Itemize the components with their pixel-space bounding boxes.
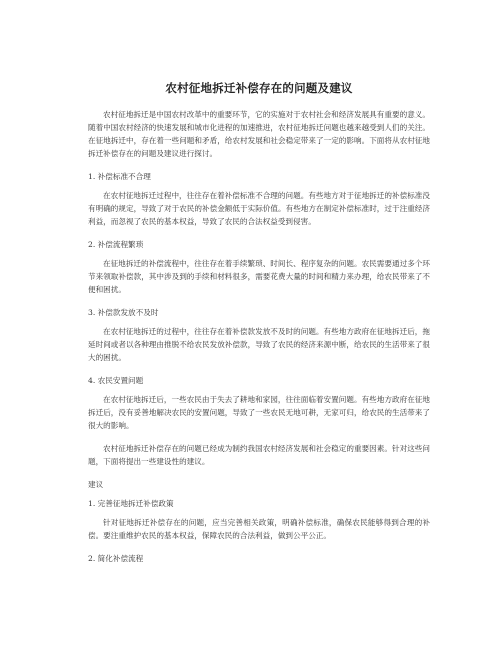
suggestion-paragraph: 针对征地拆迁补偿存在的问题，应当完善相关政策，明确补偿标准，确保农民能够得到合理的补偿。要注重维护农民的基本权益，保障农民的合法利益，做到公平公正。 xyxy=(88,518,430,540)
transition-paragraph: 农村征地拆迁补偿存在的问题已经成为制约我国农村经济发展和社会稳定的重要因素。针对这些问题，下面将提出一些建设性的建议。 xyxy=(88,444,430,466)
suggestion-heading: 1. 完善征地拆迁补偿政策 xyxy=(88,499,174,508)
problem-section-1 xyxy=(88,170,430,228)
problem-paragraph: 在农村征地拆迁后，一些农民由于失去了耕地和家园，往往面临着安置问题。有些地方政府在征地拆迁后，没有妥善地解决农民的安置问题，导致了一些农民无地可耕，无家可归，给农民的生活带来了很大的影响。 xyxy=(88,395,430,430)
problem-section-2 xyxy=(88,238,430,296)
document-title: 农村征地拆迁补偿存在的问题及建议 xyxy=(165,81,353,95)
problem-section-4 xyxy=(88,374,430,432)
problem-heading: 1. 补偿标准不合理 xyxy=(88,172,151,181)
problem-heading: 3. 补偿款发放不及时 xyxy=(88,308,159,317)
intro-paragraph: 农村征地拆迁是中国农村改革中的重要环节，它的实施对于农村社会和经济发展具有重要的意义。随着中国农村经济的快速发展和城市化进程的加速推进，农村征地拆迁问题也越来越受到人们的关注。在征地拆迁中，存在着一些问题和矛盾，给农村发展和社会稳定带来了一定的影响。下面将从农村征地拆迁补偿存在的问题及建议进行探讨。 xyxy=(88,110,430,158)
problem-section-3 xyxy=(88,306,430,364)
suggestions-heading: 建议 xyxy=(88,480,104,489)
problem-heading: 2. 补偿流程繁琐 xyxy=(88,240,144,249)
problem-paragraph: 在农村征地拆迁的过程中，往往存在着补偿款发放不及时的问题。有些地方政府在征地拆迁后，拖延时间或者以各种理由推脱不给农民发放补偿款，导致了农民的经济来源中断，给农民的生活带来了很大的困扰。 xyxy=(88,327,430,362)
suggestion-section-1 xyxy=(88,497,430,542)
problem-paragraph: 在征地拆迁的补偿流程中，往往存在着手续繁琐、时间长、程序复杂的问题。农民需要通过多个环节来领取补偿款，其中涉及到的手续和材料很多，需要花费大量的时间和精力来办理，给农民带来了不便和困扰。 xyxy=(88,259,430,294)
suggestion-heading: 2. 简化补偿流程 xyxy=(88,554,144,563)
problem-heading: 4. 农民安置问题 xyxy=(88,376,144,385)
problem-paragraph: 在农村征地拆迁过程中，往往存在着补偿标准不合理的问题。有些地方对于征地拆迁的补偿标准没有明确的规定，导致了对于农民的补偿金额低于实际价值。有些地方在制定补偿标准时，过于注重经济利益，而忽视了农民的基本权益，导致了农民的合法权益受到侵害。 xyxy=(88,191,430,226)
suggestion-section-2 xyxy=(88,552,430,565)
